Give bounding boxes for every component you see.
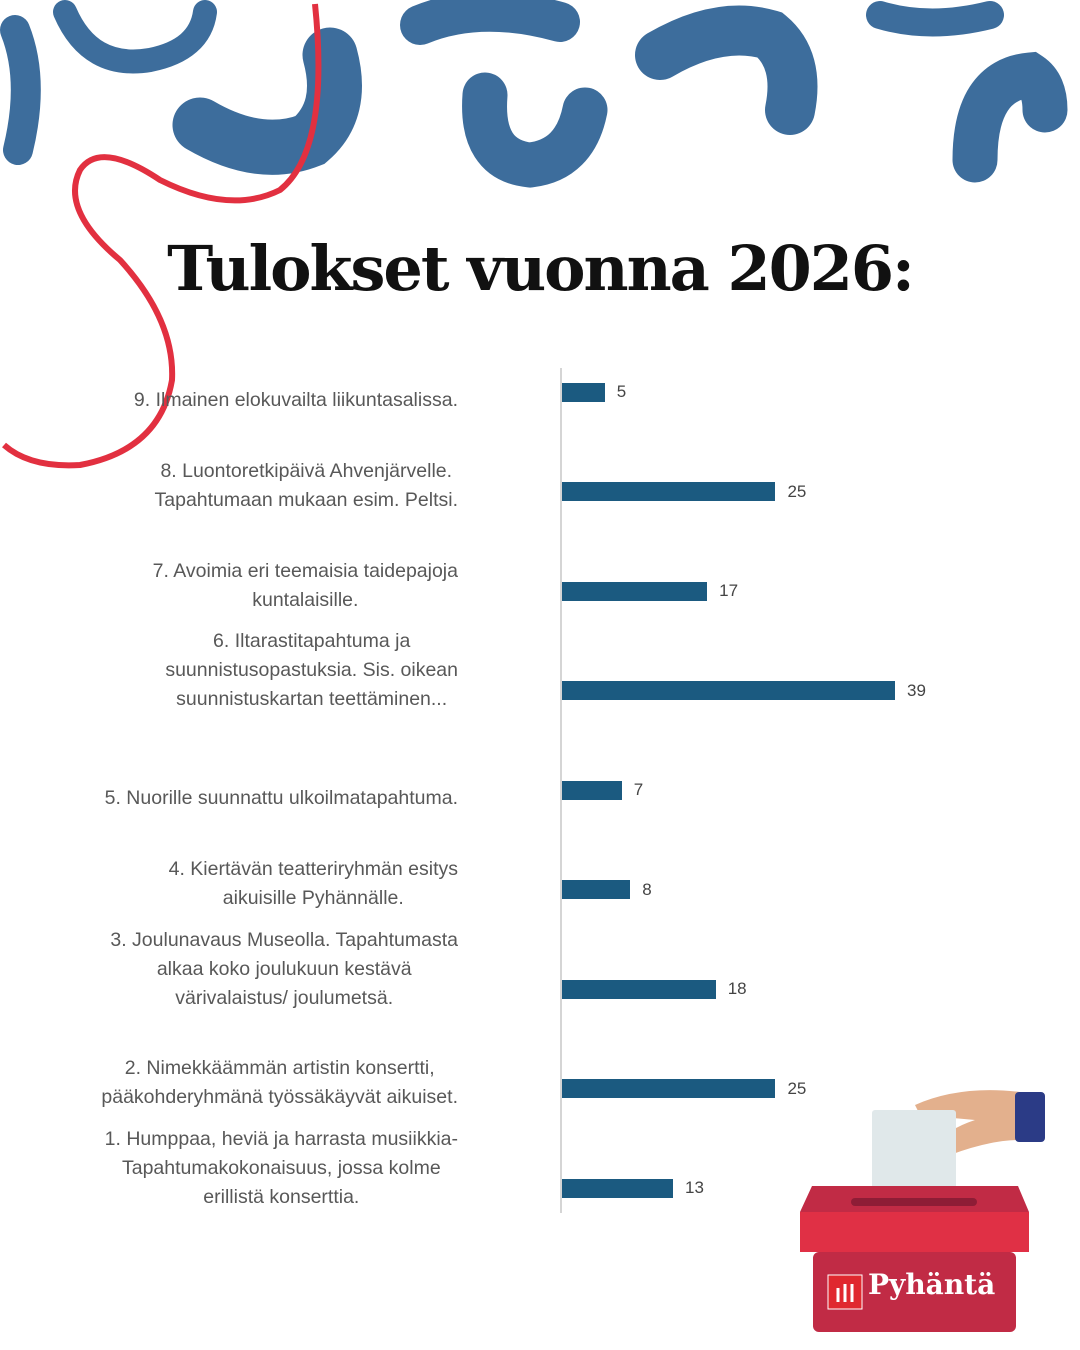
category-label-line: 7. Avoimia eri teemaisia taidepajoja xyxy=(152,559,458,582)
category-label xyxy=(105,784,458,813)
bar xyxy=(562,1079,775,1098)
data-label: 17 xyxy=(719,581,739,600)
ballot-box-illustration xyxy=(790,1080,1050,1340)
data-label: 18 xyxy=(727,979,747,998)
data-label: 7 xyxy=(633,780,644,799)
data-label: 5 xyxy=(616,382,627,401)
sleeve xyxy=(1015,1092,1045,1142)
bar xyxy=(562,681,895,700)
page-title: Tulokset vuonna 2026: xyxy=(167,232,913,305)
category-label-line: suunnistusopastuksia. Sis. oikean xyxy=(165,658,458,681)
category-label xyxy=(169,855,458,913)
category-label-line: alkaa koko joulukuun kestävä xyxy=(156,957,412,980)
category-label-line: 4. Kiertävän teatteriryhmän esitys xyxy=(168,858,458,880)
category-label-line: 9. Ilmainen elokuvailta liikuntasalissa. xyxy=(133,388,458,411)
pyhanta-logo-text: Pyhäntä xyxy=(868,1268,996,1301)
category-label-line: 2. Nimekkäämmän artistin konsertti, xyxy=(124,1057,435,1079)
box-band xyxy=(800,1212,1029,1252)
category-label-line: suunnistuskartan teettäminen... xyxy=(176,687,448,710)
category-label-line: Tapahtumakokonaisuus, jossa kolme xyxy=(121,1156,441,1179)
category-label xyxy=(101,1054,458,1112)
category-label-line: kuntalaisille. xyxy=(252,588,359,611)
data-label: 25 xyxy=(787,1078,807,1098)
category-label-line: erillistä konserttia. xyxy=(203,1185,360,1208)
bar xyxy=(562,781,622,800)
ballot-slot xyxy=(851,1198,977,1206)
bar xyxy=(562,383,605,402)
data-label: 13 xyxy=(685,1178,704,1197)
bar xyxy=(562,482,775,501)
data-label: 8 xyxy=(642,879,652,899)
category-label-line: pääkohderyhmänä työssäkäyvät aikuiset. xyxy=(101,1086,458,1108)
category-label-line: 8. Luontoretkipäivä Ahvenjärvelle. xyxy=(160,460,453,482)
category-label-line: värivalaistus/ joulumetsä. xyxy=(175,986,394,1009)
category-label-line: 3. Joulunavaus Museolla. Tapahtumasta xyxy=(110,928,458,951)
category-label-line: 6. Iltarastitapahtuma ja xyxy=(213,629,411,652)
category-label xyxy=(153,557,458,615)
category-label-line: aikuisille Pyhännälle. xyxy=(222,887,404,909)
category-label xyxy=(134,386,458,415)
bar xyxy=(562,880,630,899)
category-label xyxy=(110,926,458,1013)
data-label: 39 xyxy=(907,680,926,700)
bar xyxy=(562,582,707,601)
category-label xyxy=(165,627,458,714)
data-label: 25 xyxy=(787,481,807,501)
category-label xyxy=(105,1125,458,1212)
bar xyxy=(562,1179,673,1198)
category-label-line: 5. Nuorille suunnattu ulkoilmatapahtuma. xyxy=(104,786,458,809)
category-label xyxy=(155,457,459,515)
bar xyxy=(562,980,716,999)
category-label-line: Tapahtumaan mukaan esim. Peltsi. xyxy=(154,489,458,511)
category-label-line: 1. Humppaa, heviä ja harrasta musiikkia- xyxy=(104,1127,458,1150)
